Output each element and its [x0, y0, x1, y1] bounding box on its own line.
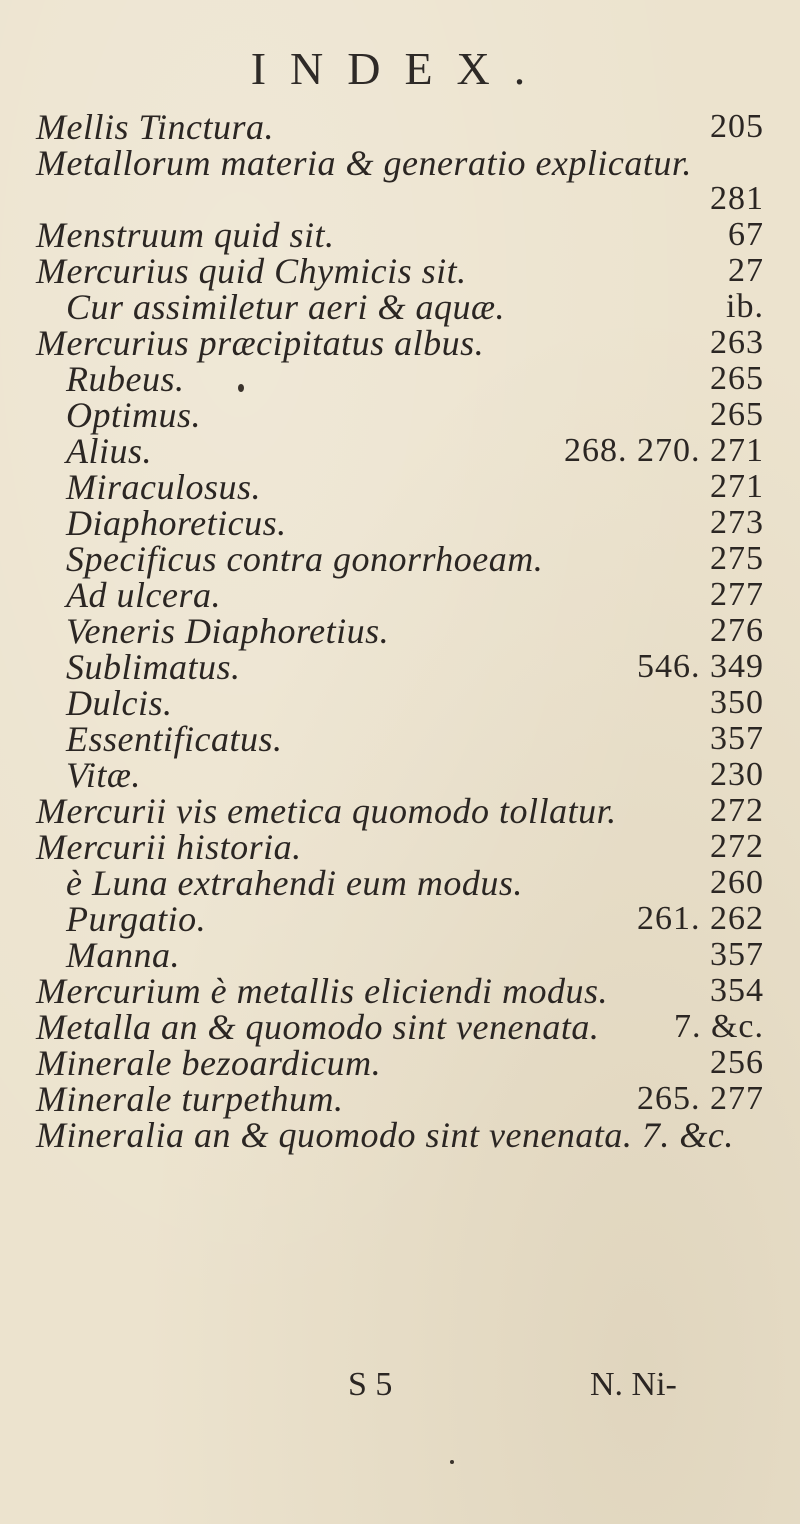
entry-label: è Luna extrahendi eum modus.: [66, 863, 523, 903]
entry-label: Mercurium è metallis eliciendi modus.: [36, 971, 609, 1011]
entry-page: 273: [710, 504, 764, 541]
entry-page: 263: [710, 324, 764, 361]
index-entry: [0, 1112, 800, 1158]
entry-page: 272: [710, 828, 764, 865]
entry-page: 350: [710, 684, 764, 721]
entry-page: 546. 349: [637, 648, 764, 685]
entry-label: Minerale bezoardicum.: [36, 1043, 382, 1083]
entry-page: 230: [710, 756, 764, 793]
entry-page: 256: [710, 1044, 764, 1081]
entry-page: 277: [710, 576, 764, 613]
entry-label: Veneris Diaphoretius.: [66, 611, 390, 651]
entry-page: ib.: [726, 288, 764, 325]
entry-label: Cur assimiletur aeri & aquæ.: [66, 287, 506, 327]
entry-label: Specificus contra gonorrhoeam.: [66, 539, 544, 579]
entry-label: Ad ulcera.: [66, 575, 221, 615]
entry-page: 27: [728, 252, 764, 289]
entry-label: Dulcis.: [66, 683, 173, 723]
entry-page: 265: [710, 360, 764, 397]
entry-label: Mellis Tinctura.: [36, 107, 275, 147]
signature-mark: S 5: [348, 1366, 393, 1403]
entry-page: 260: [710, 864, 764, 901]
entry-page: 275: [710, 540, 764, 577]
entry-label: Optimus.: [66, 395, 202, 435]
entry-label: Vitæ.: [66, 755, 141, 795]
entry-label: Essentificatus.: [66, 719, 283, 759]
entry-label: Mercurii vis emetica quomodo tollatur.: [36, 791, 617, 831]
page-header: INDEX.: [250, 43, 550, 94]
entry-page: 281: [710, 180, 764, 217]
entry-label: Purgatio.: [66, 899, 207, 939]
entry-page: 265: [710, 396, 764, 433]
catchword: N. Ni-: [590, 1366, 677, 1403]
entry-label: Alius.: [66, 431, 153, 471]
entry-label: Menstruum quid sit.: [36, 215, 335, 255]
entry-label: Metallorum materia & generatio explicatur.: [36, 143, 692, 183]
entry-page: 357: [710, 720, 764, 757]
entry-label: Metalla an & quomodo sint venenata.: [36, 1007, 600, 1047]
entry-page: 7. &c.: [673, 1008, 764, 1045]
entry-label: Miraculosus.: [66, 467, 261, 507]
entry-page: 271: [710, 468, 764, 505]
entry-page: 268. 270. 271: [564, 432, 764, 469]
entry-label: Manna.: [66, 935, 180, 975]
entry-label: Sublimatus.: [66, 647, 241, 687]
entry-label: Mineralia an & quomodo sint venenata. 7. &c.: [36, 1115, 734, 1155]
entry-page: 67: [728, 216, 764, 253]
entry-label: Diaphoreticus.: [66, 503, 287, 543]
entry-page: 265. 277: [637, 1080, 764, 1117]
ink-spot: [450, 1460, 454, 1464]
ink-spot: [238, 384, 244, 392]
entry-page: 276: [710, 612, 764, 649]
entry-page: 354: [710, 972, 764, 1009]
entry-page: 357: [710, 936, 764, 973]
entry-label: Mercurii historia.: [36, 827, 302, 867]
entry-page: 261. 262: [637, 900, 764, 937]
entry-label: Rubeus.: [66, 359, 185, 399]
entry-page: 272: [710, 792, 764, 829]
entry-page: 205: [710, 108, 764, 145]
entry-label: Mercurius præcipitatus albus.: [36, 323, 485, 363]
entry-label: Minerale turpethum.: [36, 1079, 344, 1119]
entry-label: Mercurius quid Chymicis sit.: [36, 251, 467, 291]
page-footer: [0, 1360, 800, 1410]
